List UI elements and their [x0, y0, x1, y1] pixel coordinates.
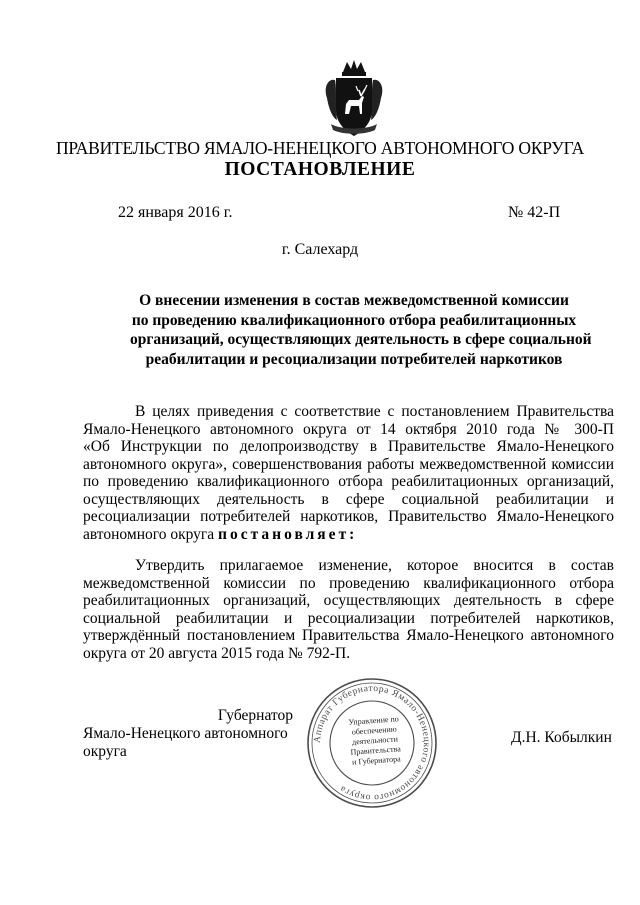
document-date: 22 января 2016 г. — [118, 204, 233, 221]
paragraph-line: реабилитационных организаций, осуществляющих деятельность в сфере — [83, 592, 614, 609]
paragraph-line: Утвердить прилагаемое изменение, которое вносится в состав — [135, 557, 614, 574]
paragraph-line: утверждённый постановлением Правительства Ямало-Ненецкого автономного — [83, 627, 614, 644]
subject-line: реабилитации и ресоциализации потребителей наркотиков — [145, 350, 563, 368]
paragraph-line: ресоциализации потребителей наркотиков, Правительство Ямало-Ненецкого — [83, 508, 614, 525]
position-region: Ямало-Ненецкого автономного округа — [83, 725, 288, 760]
stamp-line: обеспечению — [351, 724, 398, 737]
government-name: ПРАВИТЕЛЬСТВО ЯМАЛО-НЕНЕЦКОГО АВТОНОМНОГО ОКРУГА — [55, 138, 585, 158]
preamble-paragraph — [83, 403, 614, 543]
subject-line: организаций, осуществляющих деятельность в сфере социальной — [130, 331, 592, 348]
coat-of-arms-icon — [321, 58, 387, 140]
paragraph-line — [83, 526, 614, 544]
paragraph-line: Ямало-Ненецкого автономного округа от 14 октября 2010 года № 300-П — [83, 420, 614, 438]
signatory-position — [83, 707, 323, 761]
position-title: Губернатор — [217, 707, 293, 724]
signatory-name: Д.Н. Кобылкин — [511, 729, 612, 746]
document-type: ПОСТАНОВЛЕНИЕ — [224, 159, 416, 180]
document-number: № 42-П — [508, 204, 561, 221]
paragraph-line: социальной реабилитации и ресоциализации потребителей наркотиков, — [83, 609, 614, 627]
paragraph-line: автономного округа», совершенствования работы межведомственной комиссии — [83, 455, 614, 473]
subject-line: по проведению квалификационного отбора реабилитационных — [131, 311, 577, 329]
paragraph-line: по проведению квалификационного отбора реабилитационных организаций, — [83, 473, 614, 490]
stamp-line: деятельности — [351, 734, 399, 747]
paragraph-line: «Об Инструкции по делопроизводству в Правительстве Ямало-Ненецкого — [83, 438, 614, 455]
paragraph-text: автономного округа — [83, 525, 219, 543]
paragraph-line: В целях приведения с соответствие с постановлением Правительства — [135, 403, 614, 420]
stamp-line: Правительства — [350, 744, 402, 757]
paragraph-line: округа от 20 августа 2015 года № 792-П. — [83, 644, 351, 662]
stamp-ring-text: Аппарат Губернатора Ямало-Ненецкого автономного округа — [312, 683, 432, 803]
resolves-word: постановляет: — [218, 525, 358, 543]
stamp-line: и Губернатора — [351, 754, 401, 767]
stamp-line: Управление по — [348, 714, 400, 727]
subject-line: О внесении изменения в состав межведомственной комиссии — [139, 292, 569, 309]
paragraph-line: межведомственной комиссии по проведению квалификационного отбора — [83, 574, 614, 592]
stamp-center-text — [342, 714, 407, 768]
paragraph-line: осуществляющих деятельность в сфере социальной реабилитации и — [83, 490, 614, 508]
operative-paragraph — [83, 557, 614, 662]
document-city: г. Салехард — [281, 241, 359, 258]
document-subject — [130, 291, 592, 369]
